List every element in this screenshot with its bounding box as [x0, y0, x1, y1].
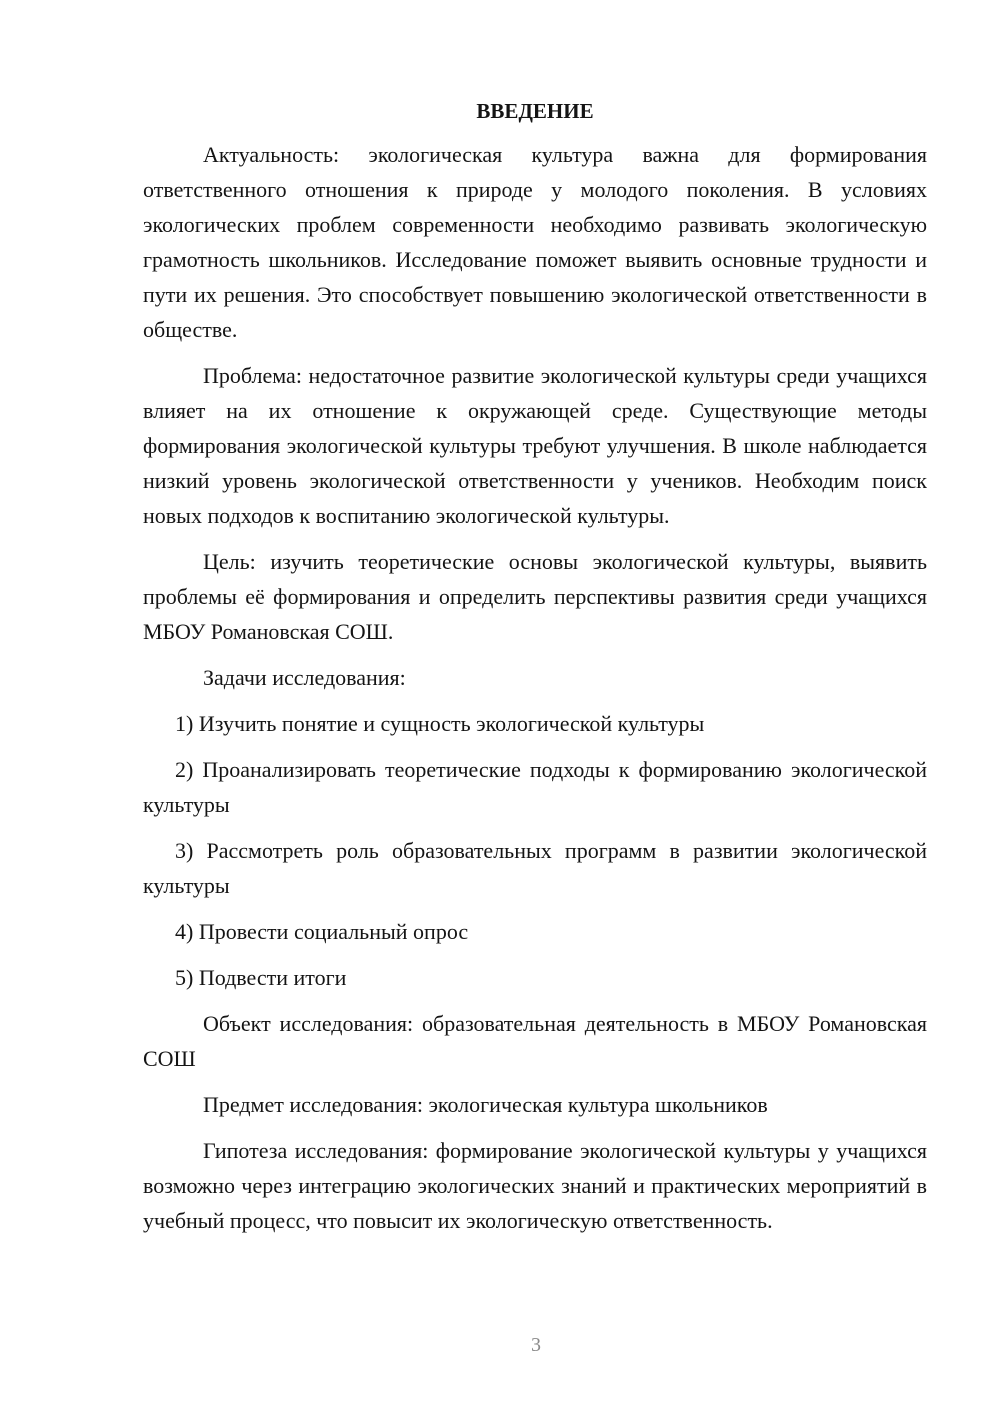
- task-item: 2) Проанализировать теоретические подходы к формированию экологической культуры: [143, 757, 927, 817]
- paragraph-hypothesis: Гипотеза исследования: формирование экологической культуры у учащихся возможно через интеграцию экологических знаний и практических мероприятий в учебный процесс, что повысит их экологическую ответственность.: [143, 1138, 927, 1233]
- section-title: ВВЕДЕНИЕ: [476, 99, 594, 123]
- page-content: [143, 94, 927, 1249]
- task-item: 5) Подвести итоги: [175, 965, 347, 990]
- paragraph-tasks-heading: Задачи исследования:: [203, 665, 406, 690]
- page-number: 3: [531, 1334, 541, 1356]
- task-item: 4) Провести социальный опрос: [175, 919, 469, 944]
- paragraph-object: Объект исследования: образовательная деятельность в МБОУ Романовская СОШ: [143, 1011, 927, 1071]
- task-item: 3) Рассмотреть роль образовательных программ в развитии экологической культуры: [143, 838, 927, 898]
- paragraph-goal: Цель: изучить теоретические основы экологической культуры, выявить проблемы её формирования и определить перспективы развития среди учащихся МБОУ Романовская СОШ.: [143, 549, 927, 644]
- paragraph-subject: Предмет исследования: экологическая культура школьников: [203, 1092, 768, 1117]
- paragraph-problem: Проблема: недостаточное развитие экологической культуры среди учащихся влияет на их отношение к окружающей среде. Существующие методы формирования экологической культуры требуют улучшения. В школе наблюдается низкий уровень экологической ответственности у учеников. Необходим поиск новых подходов к воспитанию экологической культуры.: [143, 363, 927, 528]
- task-item: 1) Изучить понятие и сущность экологической культуры: [175, 711, 705, 736]
- paragraph-relevance: Актуальность: экологическая культура важна для формирования ответственного отношения к природе у молодого поколения. В условиях экологических проблем современности необходимо развивать экологическую грамотность школьников. Исследование поможет выявить основные трудности и пути их решения. Это способствует повышению экологической ответственности в обществе.: [143, 142, 927, 342]
